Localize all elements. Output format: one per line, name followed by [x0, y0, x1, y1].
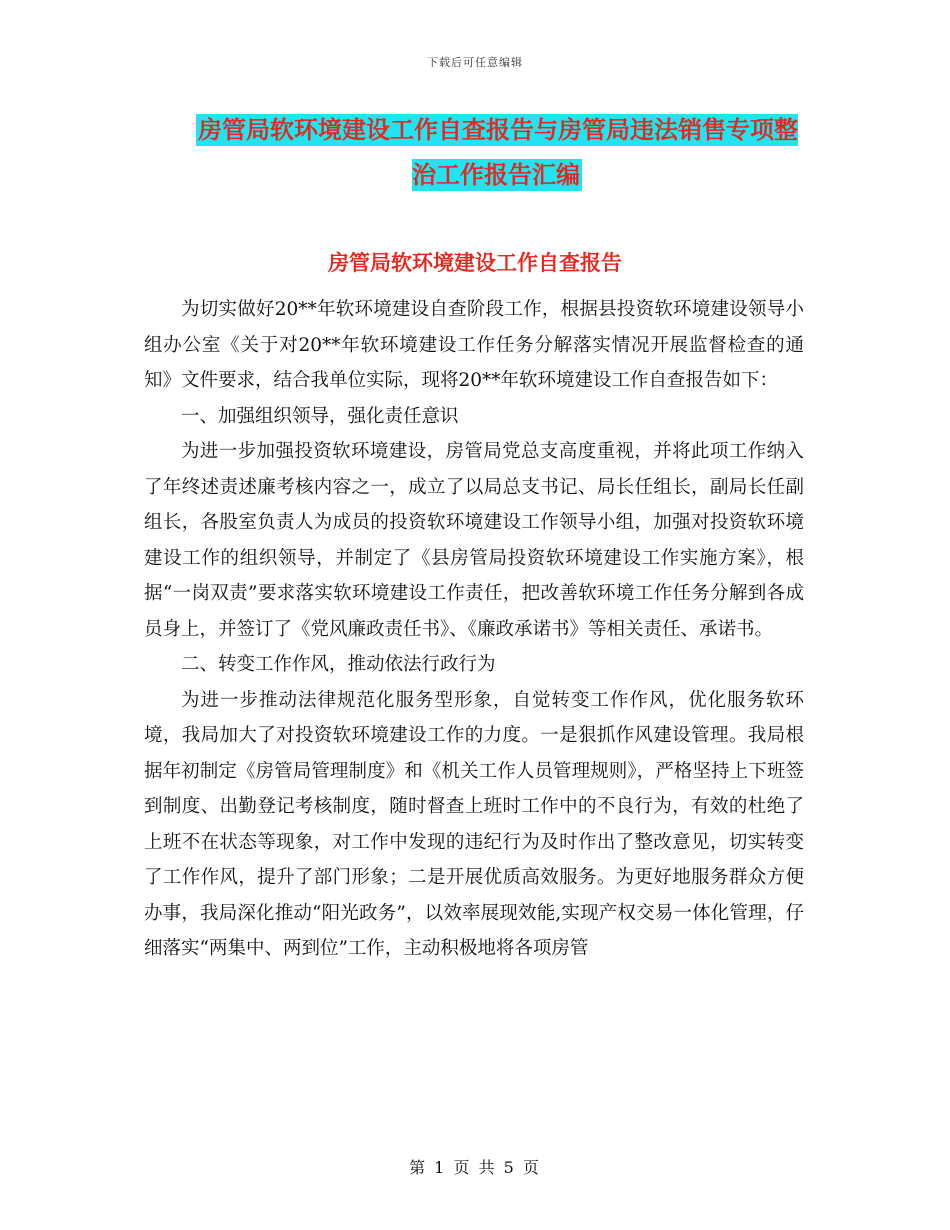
heading-section-2: 二、转变工作作风，推动依法行政行为 [181, 654, 496, 675]
document-title-text: 房管局软环境建设工作自查报告与房管局违法销售专项整治工作报告汇编 [198, 116, 798, 189]
heading-section-1: 一、加强组织领导，强化责任意识 [181, 405, 459, 427]
paragraph-section-2: 为进一步推动法律规范化服务型形象，自觉转变工作作风，优化服务软环境，我局加大了对投资软环境建设工作的力度。一是狠抓作风建设管理。我局根据年初制定《房管局管理制度》和《机关工作人员管理规则》，严格坚持上下班签到制度、出勤登记考核制度，随时督查上班时工作中的不良行为，有效的杜绝了上班不在状态等现象，对工作中发现的违纪行为及时作出了整改意见，切实转变了工作作风，提升了部门形象；二是开展优质高效服务。为更好地服务群众方便办事，我局深化推动“阳光政务”，以效率展现效能,实现产权交易一体化管理，仔细落实“两集中、两到位”工作，主动积极地将各项房管 [144, 689, 804, 959]
section-title: 房管局软环境建设工作自查报告 [328, 251, 622, 275]
page-number: 第 1 页 共 5 页 [409, 1158, 541, 1177]
document-body [144, 292, 804, 967]
paragraph-section-1: 为进一步加强投资软环境建设，房管局党总支高度重视，并将此项工作纳入了年终述责述廉考核内容之一，成立了以局总支书记、局长任组长，副局长任副组长，各股室负责人为成员的投资软环境建设工作领导小组，加强对投资软环境建设工作的组织领导，并制定了《县房管局投资软环境建设工作实施方案》，根据“一岗双责”要求落实软环境建设工作责任，把改善软环境工作任务分解到各成员身上，并签订了《党风廉政责任书》、《廉政承诺书》等相关责任、承诺书。 [144, 441, 804, 640]
paragraph-intro: 为切实做好20**年软环境建设自查阶段工作，根据县投资软环境建设领导小组办公室《关于对20**年软环境建设工作任务分解落实情况开展监督检查的通知》文件要求，结合我单位实际，现将20**年软环境建设工作自查报告如下： [144, 299, 804, 391]
document-title [192, 108, 802, 198]
page-header-note: 下载后可任意编辑 [427, 56, 523, 69]
